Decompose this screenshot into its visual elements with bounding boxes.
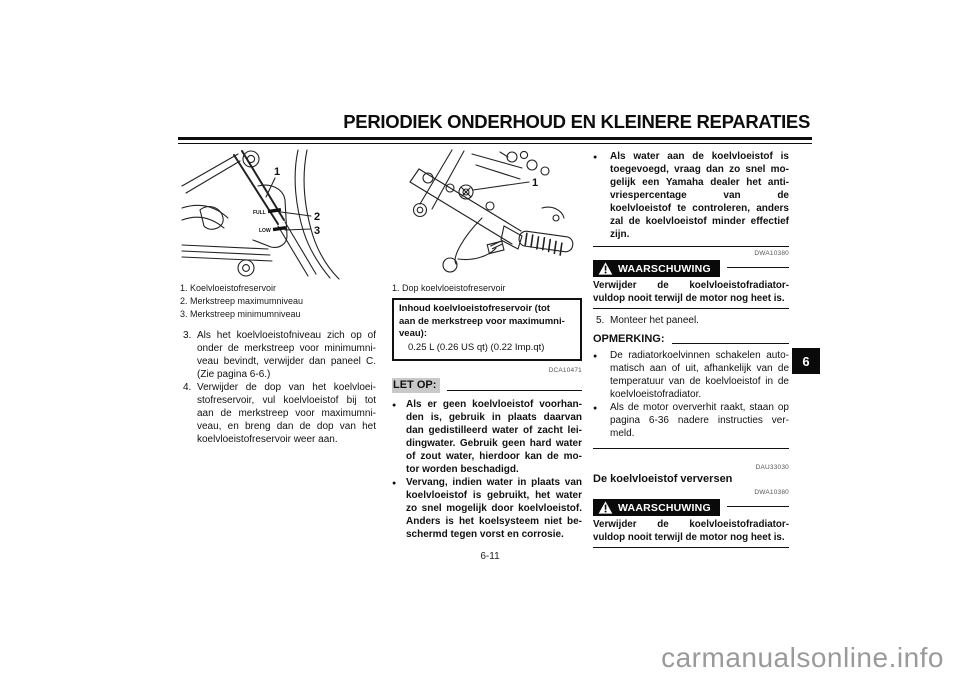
list-item: ● Vervang, indien water in plaats van koelvloeistof is gebruikt, het water zo snel mogelijk door koelvloeistof. Anders is het koelsysteem niet be- schermd tegen vorst en corrosie. <box>392 477 582 540</box>
bullet-icon: ● <box>392 402 397 409</box>
full-mark-label: FULL <box>253 210 266 216</box>
right-column <box>593 148 789 548</box>
notice-rule <box>447 390 582 391</box>
notice-label: LET OP: <box>392 378 440 393</box>
notice-bullets <box>392 398 582 541</box>
callout-3: 3 <box>314 225 321 237</box>
left-column <box>180 148 376 446</box>
spec-value: 0.25 L (0.26 US qt) (0.22 Imp.qt) <box>408 341 545 353</box>
step-text: Als het koelvloeistofniveau zich op of onder de merkstreep voor minimumni- veau bevindt, verwijder dan paneel C. (Zie pagina 6-6.) <box>197 330 376 380</box>
figure-caption: 1. Koelvloeistofreservoir <box>180 283 277 293</box>
callout-1: 1 <box>532 177 539 189</box>
step-3 <box>180 329 376 381</box>
notice-bullets-continued <box>593 150 789 241</box>
section-title: De koelvloeistof verversen <box>593 473 733 485</box>
warning-heading-row <box>593 260 789 277</box>
section-rule <box>593 308 789 309</box>
callout-1: 1 <box>274 166 281 178</box>
warning-badge <box>593 499 720 516</box>
page-number: 6-11 <box>480 551 500 562</box>
paragraph-code: DWA10380 <box>754 489 789 496</box>
warning-text: Verwijder de koelvloeistofradiator- vuldop nooit terwijl de motor nog heet is. <box>593 519 789 543</box>
bullet-icon: ● <box>593 154 598 161</box>
coolant-capacity-spec-box <box>392 298 582 361</box>
figure-caption: 3. Merkstreep minimumniveau <box>180 309 301 319</box>
warning-text: Verwijder de koelvloeistofradiator- vuldop nooit terwijl de motor nog heet is. <box>593 280 789 304</box>
step-5 <box>593 314 789 327</box>
step-number: 5. <box>596 315 605 326</box>
warning-rule <box>727 267 789 268</box>
numbered-steps <box>180 329 376 446</box>
header-rule-thick <box>178 137 812 140</box>
header-rule-thin <box>178 143 812 144</box>
bullet-icon: ● <box>593 353 598 360</box>
list-item: ● Als de motor oververhit raakt, staan op pagina 6-36 nadere instructies ver- meld. <box>593 402 789 439</box>
warning-badge <box>593 260 720 277</box>
callout-2: 2 <box>314 211 321 223</box>
section-rule <box>593 547 789 548</box>
section-code: DAU33030 <box>755 464 789 471</box>
paragraph-code: DCA10471 <box>548 367 582 374</box>
note-label: OPMERKING: <box>593 333 665 345</box>
note-heading-row <box>593 333 789 346</box>
low-mark-label: LOW <box>259 228 271 234</box>
figure-caption: 2. Merkstreep maximumniveau <box>180 296 304 306</box>
list-item: ● Als water aan de koelvloeistof is toegevoegd, vraag dan zo snel mo- gelijk een Yamaha dealer het anti- vriespercentage van de koelvloeistof te controleren, anders zal de koelvloeistof minder effectief zijn. <box>593 151 789 240</box>
warning-triangle-icon <box>598 501 613 514</box>
step-number: 3. <box>183 330 192 341</box>
watermark: carmanualsonline.info <box>661 642 944 673</box>
bullet-icon: ● <box>392 480 397 487</box>
note-rule <box>672 343 790 344</box>
list-item: ● Als er geen koelvloeistof voorhan- den is, gebruik in plaats daarvan dan gedistilleerd water of zacht lei- dingwater. Gebruik geen hard water of zout water, hierdoor kan de mo- tor worden beschadigd. <box>392 399 582 475</box>
warning-rule <box>727 506 789 507</box>
step-4 <box>180 381 376 446</box>
middle-column <box>392 148 582 541</box>
middle-figure-caption <box>392 282 582 295</box>
page-title: PERIODIEK ONDERHOUD EN KLEINERE REPARATIES <box>343 111 810 132</box>
step-text: Monteer het paneel. <box>610 315 699 326</box>
warning-heading-row <box>593 499 789 516</box>
chapter-tab: 6 <box>792 348 820 374</box>
figure-caption: 1. Dop koelvloeistofreservoir <box>392 283 506 293</box>
warning-triangle-icon <box>598 262 613 275</box>
paragraph-code: DWA10380 <box>754 250 789 257</box>
reservoir-cap-figure <box>392 148 582 280</box>
bullet-icon: ● <box>593 405 598 412</box>
coolant-reservoir-figure <box>180 148 376 280</box>
left-figure-captions <box>180 282 376 321</box>
warning-label: WAARSCHUWING <box>618 262 711 275</box>
section-rule <box>593 448 789 449</box>
notice-heading-row <box>392 378 582 393</box>
list-item: ● De radiatorkoelvinnen schakelen auto- matisch aan of uit, afhankelijk van de temperatuur van de koelvloeistof in de koelvloeistofradiator. <box>593 350 789 400</box>
step-number: 4. <box>183 382 192 393</box>
warning-label: WAARSCHUWING <box>618 501 711 514</box>
section-rule <box>593 246 789 247</box>
spec-title: Inhoud koelvloeistofreservoir (tot aan de merkstreep voor maximumni- veau): <box>399 303 565 339</box>
note-bullets <box>593 349 789 440</box>
step-text: Verwijder de dop van het koelvloei- stofreservoir, vul koelvloeistof bij tot aan de merkstreep voor maximumni- veau, en breng dan de dop van het koelvloeistofreservoir weer aan. <box>197 382 376 445</box>
